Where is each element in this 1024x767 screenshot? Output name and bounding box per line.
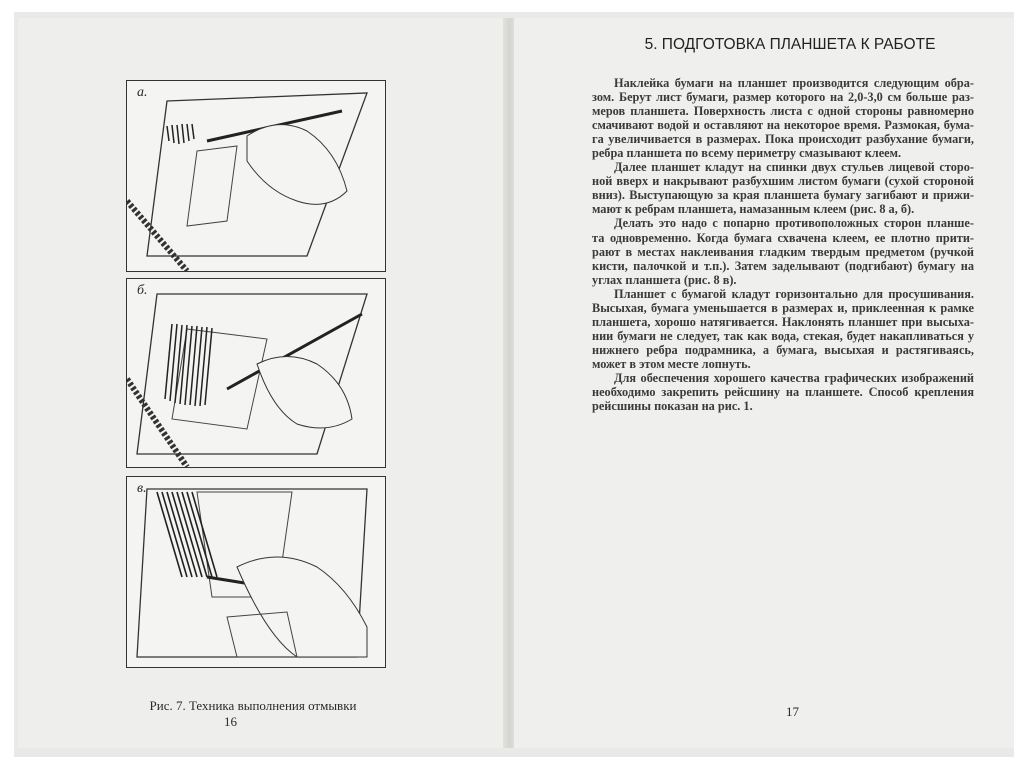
text-line: меров планшета. Поверхность листа с одной стороны равномерно	[592, 104, 974, 119]
figure-caption: Рис. 7. Техника выполнения отмывки	[149, 698, 357, 713]
text-line: необходимо закрепить рейсшину на планшете. Способ крепления	[592, 385, 974, 400]
text-line: углах планшета (рис. 8 в).	[592, 272, 737, 287]
text-line: нии бумаги не следует, так как вода, стекая, будет накапливаться у	[592, 328, 974, 343]
text-line: мают к ребрам планшета, намазанным клеем (рис. 8 а, б).	[592, 202, 915, 217]
text-line: кисти, палочкой и т.п.). Затем заделывают (подгибают) бумагу на	[592, 258, 974, 273]
text-line: Высыхая, бумага уменьшается в размерах и, приклеенная к рамке	[592, 300, 974, 315]
text-line: Наклейка бумаги на планшет производится следующим обра-	[614, 76, 974, 90]
figure-label-c: в.	[137, 481, 147, 496]
figure-label-a: а.	[137, 85, 148, 100]
text-line: Для обеспечения хорошего качества графических изображений	[614, 370, 974, 385]
illustration-brush-wash-b	[127, 279, 385, 467]
figure-label-b: б.	[137, 283, 148, 298]
figure-panel-b	[126, 278, 386, 468]
body-text	[592, 76, 974, 413]
text-line: рают в местах наклеивания гладким твердым предметом (ручкой	[592, 244, 974, 259]
text-line: Делать это надо с попарно противоположных сторон планше-	[614, 216, 974, 231]
figure-panel-a	[126, 80, 386, 272]
figure-panel-c	[126, 476, 386, 668]
text-line: планшета, хорошо натягивается. Наклонять планшет при высыха-	[592, 314, 974, 329]
text-line: смачивают водой и оставляют на некоторое время. Размокая, бума-	[592, 118, 974, 133]
text-line: та одновременно. Когда бумага схвачена клеем, ее плотно прити-	[592, 230, 974, 245]
page-number-right: 17	[786, 704, 799, 719]
section-title: 5. ПОДГОТОВКА ПЛАНШЕТА К РАБОТЕ	[644, 36, 936, 53]
illustration-brush-wash-a	[127, 81, 385, 271]
illustration-brush-wash-c	[127, 477, 385, 667]
left-page	[18, 18, 508, 748]
text-line: га увеличивается в размерах. Пока происходит разбухание бумаги,	[592, 132, 974, 147]
page-number-left: 16	[224, 714, 237, 729]
text-line: ной вверх и накрывают разбухшим листом бумаги (сухой стороной	[592, 174, 974, 189]
text-line: зом. Берут лист бумаги, размер которого на 2,0-3,0 см больше раз-	[592, 90, 974, 105]
text-line: Планшет с бумагой кладут горизонтально для просушивания.	[614, 286, 974, 301]
text-line: вниз). Выступающую за края планшета бумагу загибают и прижи-	[592, 188, 974, 203]
text-line: ребра планшета по всему периметру смазывают клеем.	[592, 146, 902, 161]
text-line: нижнего ребра подрамника, а бумага, высыхая и растягиваясь,	[592, 342, 974, 357]
text-line: может в этом месте лопнуть.	[592, 356, 751, 371]
text-line: рейсшины показан на рис. 1.	[592, 399, 753, 414]
text-line: Далее планшет кладут на спинки двух стульев лицевой сторо-	[614, 160, 974, 175]
